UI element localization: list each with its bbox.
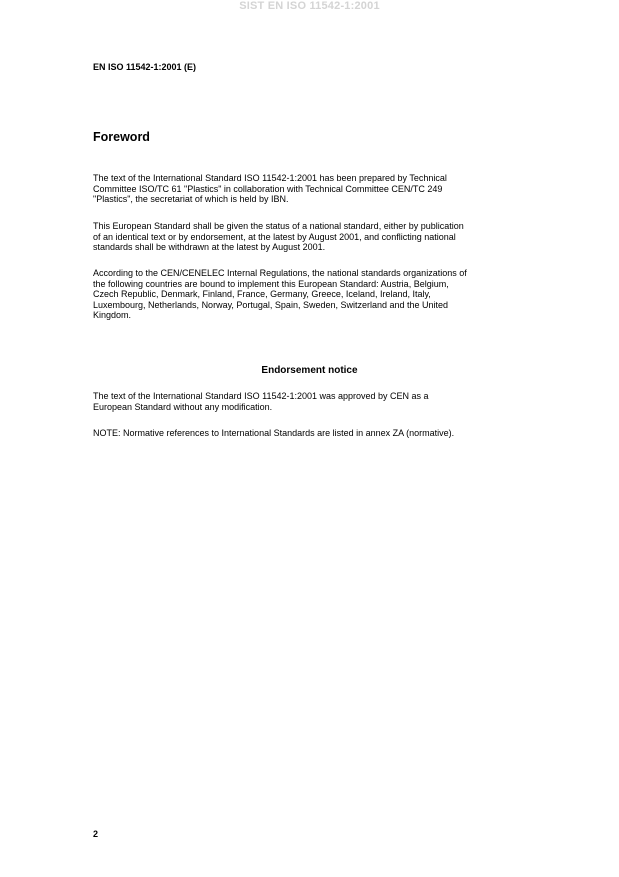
paragraph-line: "Plastics", the secretariat of which is held by IBN. <box>93 194 289 205</box>
paragraph-line: Committee ISO/TC 61 "Plastics" in collaboration with Technical Committee CEN/TC 249 <box>93 183 443 194</box>
foreword-paragraph-2 <box>93 221 543 253</box>
paragraph-line: The text of the International Standard ISO 11542-1:2001 has been prepared by Technical <box>93 173 447 183</box>
endorsement-paragraph <box>93 391 543 412</box>
normative-note <box>93 428 543 439</box>
foreword-paragraph-1 <box>93 173 543 205</box>
watermark-text: SIST EN ISO 11542-1:2001 <box>239 0 380 12</box>
paragraph-line: This European Standard shall be given the status of a national standard, either by publication <box>93 221 464 231</box>
foreword-heading: Foreword <box>93 130 150 144</box>
paragraph-line: The text of the International Standard ISO 11542-1:2001 was approved by CEN as a <box>93 391 429 401</box>
document-identifier: EN ISO 11542-1:2001 (E) <box>93 62 197 72</box>
paragraph-line: European Standard without any modification. <box>93 401 273 412</box>
foreword-paragraph-3 <box>93 268 543 321</box>
paragraph-line: standards shall be withdrawn at the latest by August 2001. <box>93 242 326 253</box>
paragraph-line: of an identical text or by endorsement, at the latest by August 2001, and conflicting national <box>93 231 456 242</box>
endorsement-heading: Endorsement notice <box>261 365 358 376</box>
note-line: NOTE: Normative references to International Standards are listed in annex ZA (normative). <box>93 428 455 438</box>
paragraph-line: Kingdom. <box>93 310 132 321</box>
page-number: 2 <box>93 829 99 839</box>
paragraph-line: According to the CEN/CENELEC Internal Regulations, the national standards organizations of <box>93 268 467 278</box>
paragraph-line: Luxembourg, Netherlands, Norway, Portugal, Spain, Sweden, Switzerland and the United <box>93 299 449 310</box>
paragraph-line: Czech Republic, Denmark, Finland, France, Germany, Greece, Iceland, Ireland, Italy, <box>93 289 431 300</box>
paragraph-line: the following countries are bound to implement this European Standard: Austria, Belgium, <box>93 278 449 289</box>
